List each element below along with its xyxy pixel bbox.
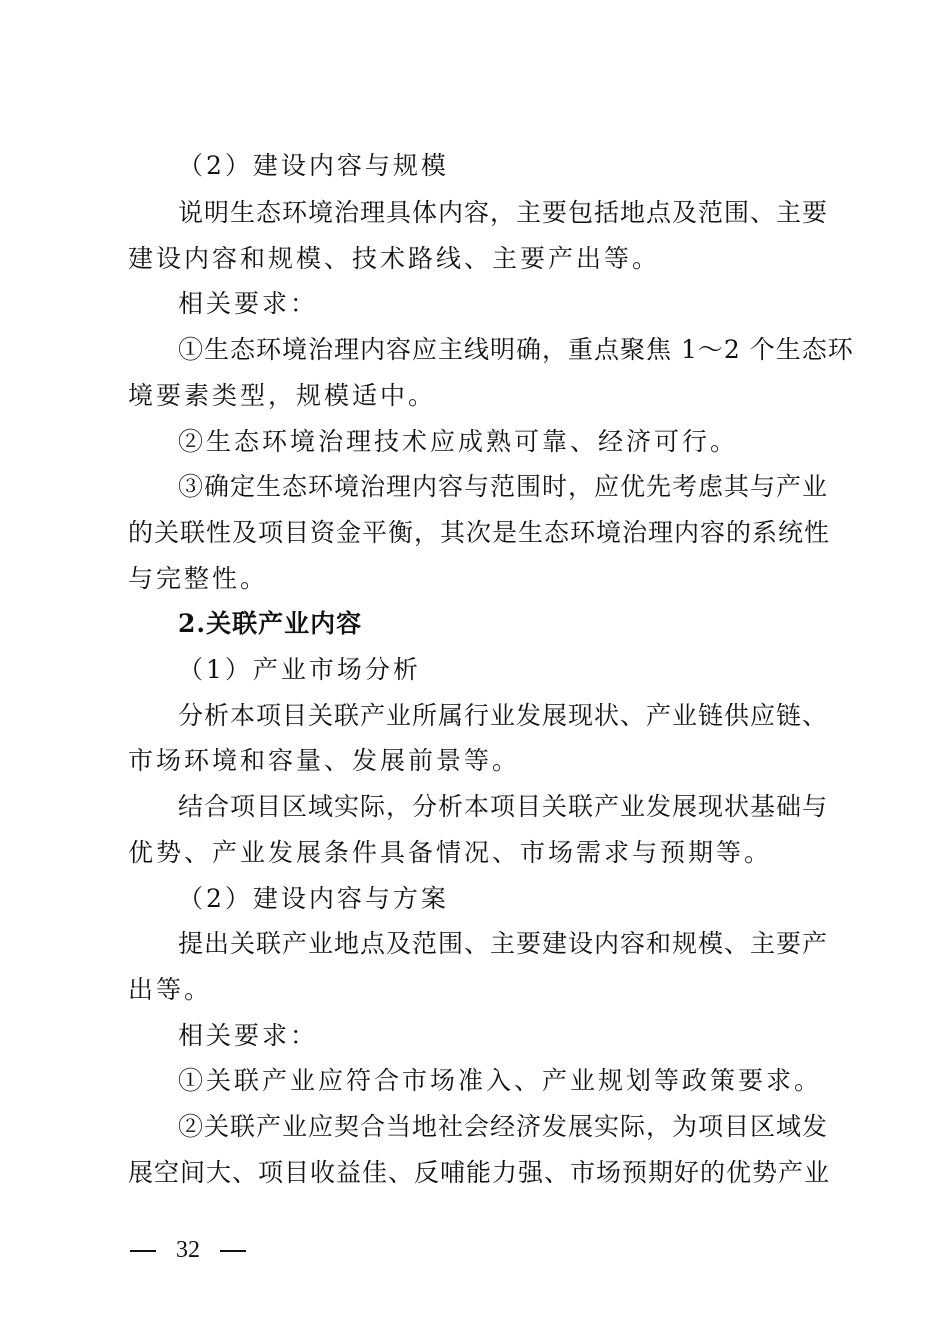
paragraph-line: 出等。 <box>128 975 213 1004</box>
subsection-heading: （2）建设内容与方案 <box>178 884 449 913</box>
footer-dash-right <box>220 1250 246 1252</box>
paragraph-line: 展空间大、项目收益佳、反哺能力强、市场预期好的优势产业 <box>128 1158 831 1187</box>
paragraph-line: 境要素类型，规模适中。 <box>128 381 437 410</box>
requirement-item: ②关联产业应契合当地社会经济发展实际，为项目区域发 <box>178 1112 829 1141</box>
paragraph-line: 优势、产业发展条件具备情况、市场需求与预期等。 <box>128 838 773 867</box>
paragraph-line: 的关联性及项目资金平衡，其次是生态环境治理内容的系统性 <box>128 518 831 547</box>
paragraph-line: 市场环境和容量、发展前景等。 <box>128 746 521 775</box>
paragraph-line: 说明生态环境治理具体内容，主要包括地点及范围、主要 <box>178 198 829 227</box>
subsection-heading: （2）建设内容与规模 <box>178 151 449 180</box>
requirement-item: ②生态环境治理技术应成熟可靠、经济可行。 <box>178 427 739 456</box>
paragraph-line: 与完整性。 <box>128 564 269 593</box>
footer-dash-left <box>130 1250 156 1252</box>
requirement-item: ①生态环境治理内容应主线明确，重点聚焦 1～2 个生态环 <box>178 335 854 364</box>
requirements-label: 相关要求： <box>178 289 319 318</box>
section-heading: 2.关联产业内容 <box>178 609 363 638</box>
requirement-item: ③确定生态环境治理内容与范围时，应优先考虑其与产业 <box>178 472 829 501</box>
subsection-heading: （1）产业市场分析 <box>178 655 421 684</box>
page-number: 32 <box>176 1237 200 1263</box>
requirements-label: 相关要求： <box>178 1021 319 1050</box>
requirement-item: ①关联产业应符合市场准入、产业规划等政策要求。 <box>178 1066 823 1095</box>
paragraph-line: 建设内容和规模、技术路线、主要产出等。 <box>128 244 661 273</box>
paragraph-line: 分析本项目关联产业所属行业发展现状、产业链供应链、 <box>178 701 829 730</box>
paragraph-line: 提出关联产业地点及范围、主要建设内容和规模、主要产 <box>178 929 829 958</box>
paragraph-line: 结合项目区域实际，分析本项目关联产业发展现状基础与 <box>178 792 829 821</box>
page-footer <box>128 1235 248 1265</box>
